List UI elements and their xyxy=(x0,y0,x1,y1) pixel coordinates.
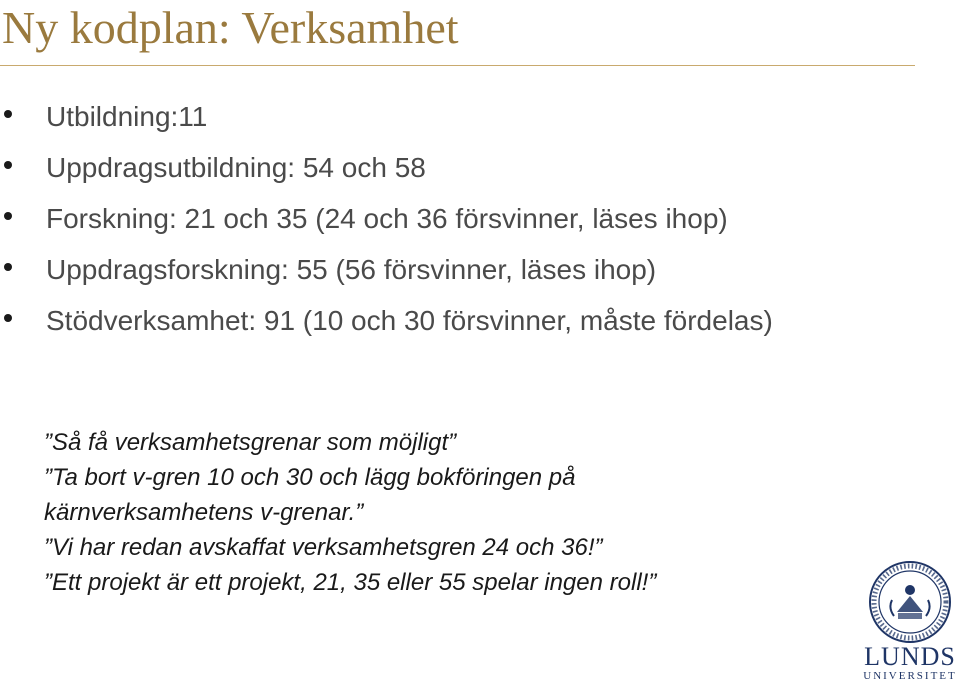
university-logo xyxy=(860,560,960,682)
bullet-text: Forskning: 21 och 35 (24 och 36 försvinner, läses ihop) xyxy=(46,203,728,234)
bullet-item xyxy=(0,302,960,340)
bullet-item xyxy=(0,149,960,200)
quote-line: ”Ta bort v-gren 10 och 30 och lägg bokföringen på kärnverksamhetens v-grenar.” xyxy=(44,464,576,526)
title-divider xyxy=(0,65,915,66)
bullet-icon xyxy=(4,161,12,169)
bullet-text: Uppdragsutbildning: 54 och 58 xyxy=(46,152,426,183)
bullet-text: Stödverksamhet: 91 (10 och 30 försvinner, måste fördelas) xyxy=(46,305,773,336)
quote-line: ”Så få verksamhetsgrenar som möjligt” xyxy=(44,429,457,456)
bullet-item xyxy=(0,251,960,302)
logo-subtitle: UNIVERSITET xyxy=(863,670,957,682)
bullet-icon xyxy=(4,212,12,220)
slide-title: Ny kodplan: Verksamhet xyxy=(2,2,459,53)
bullet-text: Utbildning:11 xyxy=(46,101,208,132)
bullet-icon xyxy=(4,110,12,118)
bullet-text: Uppdragsforskning: 55 (56 försvinner, läses ihop) xyxy=(46,254,657,285)
bullet-list xyxy=(0,98,960,340)
bullet-item xyxy=(0,98,960,149)
quote-block xyxy=(44,425,924,600)
quote-line: ”Ett projekt är ett projekt, 21, 35 eller 55 spelar ingen roll!” xyxy=(44,569,657,596)
bullet-icon xyxy=(4,263,12,271)
bullet-icon xyxy=(4,314,12,322)
quote-line: ”Vi har redan avskaffat verksamhetsgren 24 och 36!” xyxy=(44,534,603,561)
logo-wordmark: LUNDS xyxy=(864,642,956,671)
bullet-item xyxy=(0,200,960,251)
university-seal-icon xyxy=(868,560,952,644)
